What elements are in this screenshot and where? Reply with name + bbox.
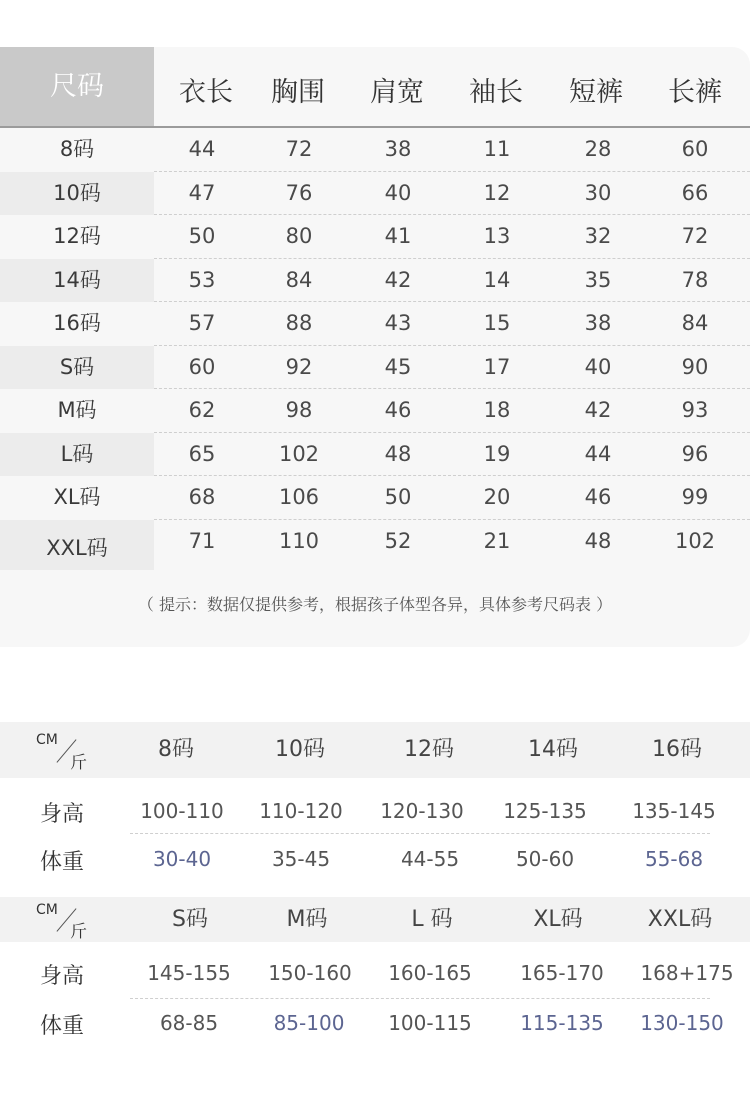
weight-value: 30-40	[152, 847, 212, 871]
height-value: 120-130	[380, 799, 464, 823]
hw-size-m: M码	[286, 907, 328, 932]
size-value: 14	[483, 267, 511, 292]
size-value: 72	[285, 137, 313, 161]
height-value: 160-165	[388, 961, 472, 985]
size-value: 18	[483, 398, 511, 422]
size-value: 35	[584, 267, 612, 292]
size-value: 92	[285, 354, 313, 379]
size-value: 62	[188, 398, 216, 422]
size-value: 90	[681, 354, 709, 379]
size-value: 45	[384, 354, 412, 379]
size-column-header: 尺码	[0, 47, 154, 126]
size-value: 71	[188, 528, 216, 553]
size-value: 110	[278, 528, 320, 553]
size-value: 15	[483, 311, 511, 335]
hw-size-xl: XL码	[533, 907, 583, 932]
hw-size-14: 14码	[528, 737, 578, 762]
size-table-card	[0, 47, 750, 647]
size-value: 60	[681, 137, 709, 161]
size-value: 48	[584, 528, 612, 553]
hw-size-8: 8码	[158, 737, 194, 762]
size-value: 76	[285, 180, 313, 205]
column-header-shoulder: 肩宽	[370, 77, 424, 108]
size-table-note: （ 提示：数据仅提供参考，根据孩子体型各异，具体参考尺码表 ）	[137, 595, 613, 614]
weight-value: 55-68	[644, 847, 704, 871]
size-value: 50	[188, 224, 216, 248]
size-row	[0, 346, 750, 390]
size-value: 40	[384, 180, 412, 205]
weight-value: 50-60	[515, 847, 575, 871]
size-value: 72	[681, 224, 709, 248]
size-row	[0, 476, 750, 520]
weight-value: 44-55	[400, 847, 460, 871]
size-value: 42	[384, 267, 412, 292]
size-value: 84	[285, 267, 313, 292]
size-value: 66	[681, 180, 709, 205]
size-value: 19	[483, 441, 511, 466]
size-value: 102	[278, 441, 320, 466]
height-value: 125-135	[503, 799, 587, 823]
size-value: 13	[483, 224, 511, 248]
size-value: 93	[681, 398, 709, 422]
hw-size-12: 12码	[404, 737, 454, 762]
weight-value: 115-135	[520, 1011, 604, 1035]
size-row	[0, 128, 750, 172]
height-value: 145-155	[147, 961, 231, 985]
size-value: 28	[584, 137, 612, 161]
unit-label	[36, 722, 96, 778]
size-value: 44	[584, 441, 612, 466]
hw-table-1-header	[0, 722, 750, 778]
size-value: 65	[188, 441, 216, 466]
weight-value: 68-85	[159, 1011, 219, 1035]
height-value: 110-120	[259, 799, 343, 823]
size-value: 20	[483, 485, 511, 509]
size-label: 16码	[53, 311, 101, 335]
weight-value: 130-150	[640, 1011, 724, 1035]
weight-label: 体重	[40, 850, 85, 875]
weight-value: 100-115	[388, 1011, 472, 1035]
unit-cm: CM	[36, 902, 58, 918]
height-value: 100-110	[140, 799, 224, 823]
column-header-shorts: 短裤	[569, 77, 623, 108]
hw-size-16: 16码	[652, 737, 702, 762]
size-value: 40	[584, 354, 612, 379]
size-value: 60	[188, 354, 216, 379]
size-label: 10码	[0, 172, 154, 216]
size-value: 50	[384, 485, 412, 509]
height-value: 168+175	[640, 961, 734, 985]
unit-cm: CM	[36, 732, 58, 748]
height-value: 165-170	[520, 961, 604, 985]
height-label: 身高	[40, 802, 85, 827]
size-value: 48	[384, 441, 412, 466]
size-label: 14码	[0, 259, 154, 303]
size-value: 12	[483, 180, 511, 205]
size-value: 102	[674, 528, 716, 553]
size-row	[0, 302, 750, 346]
size-table-body	[0, 128, 750, 570]
weight-value: 85-100	[273, 1011, 345, 1035]
size-value: 84	[681, 311, 709, 335]
size-table-header	[0, 47, 750, 128]
size-value: 98	[285, 398, 313, 422]
size-row	[0, 433, 750, 477]
unit-jin: 斤	[70, 922, 87, 942]
size-label: L码	[0, 433, 154, 477]
size-label: XXL码	[0, 520, 154, 570]
height-label: 身高	[40, 964, 85, 989]
column-header-sleeve: 袖长	[469, 77, 523, 108]
size-value: 53	[188, 267, 216, 292]
column-header-pants: 长裤	[668, 77, 722, 108]
hw-size-s: S码	[172, 907, 208, 932]
size-row	[0, 172, 750, 216]
size-label: XL码	[53, 485, 101, 509]
hw-table-2-header	[0, 897, 750, 942]
hw-size-l: L 码	[411, 907, 453, 932]
hw-size-10: 10码	[275, 737, 325, 762]
size-value: 11	[483, 137, 511, 161]
size-value: 41	[384, 224, 412, 248]
row-divider	[130, 998, 710, 999]
size-value: 52	[384, 528, 412, 553]
size-value: 38	[384, 137, 412, 161]
size-row	[0, 259, 750, 303]
height-value: 150-160	[268, 961, 352, 985]
size-value: 32	[584, 224, 612, 248]
size-value: 46	[584, 485, 612, 509]
size-value: 106	[278, 485, 320, 509]
size-value: 30	[584, 180, 612, 205]
size-value: 80	[285, 224, 313, 248]
size-value: 46	[384, 398, 412, 422]
row-divider	[130, 833, 710, 834]
unit-jin: 斤	[70, 753, 87, 773]
size-value: 78	[681, 267, 709, 292]
size-value: 21	[483, 528, 511, 553]
size-value: 57	[188, 311, 216, 335]
size-value: 88	[285, 311, 313, 335]
size-row	[0, 389, 750, 433]
size-label: S码	[0, 346, 154, 390]
size-value: 68	[188, 485, 216, 509]
size-label: M码	[57, 398, 97, 422]
height-value: 135-145	[632, 799, 716, 823]
unit-label	[36, 897, 96, 953]
column-header-length: 衣长	[179, 77, 233, 108]
size-value: 47	[188, 180, 216, 205]
weight-value: 35-45	[271, 847, 331, 871]
size-value: 43	[384, 311, 412, 335]
size-value: 17	[483, 354, 511, 379]
hw-size-xxl: XXL码	[647, 907, 713, 932]
size-value: 99	[681, 485, 709, 509]
column-header-chest: 胸围	[271, 77, 325, 108]
size-value: 42	[584, 398, 612, 422]
weight-label: 体重	[40, 1014, 85, 1039]
size-row	[0, 215, 750, 259]
size-row	[0, 520, 750, 570]
size-value: 38	[584, 311, 612, 335]
size-value: 96	[681, 441, 709, 466]
size-label: 8码	[59, 137, 95, 161]
size-label: 12码	[53, 224, 101, 248]
size-value: 44	[188, 137, 216, 161]
